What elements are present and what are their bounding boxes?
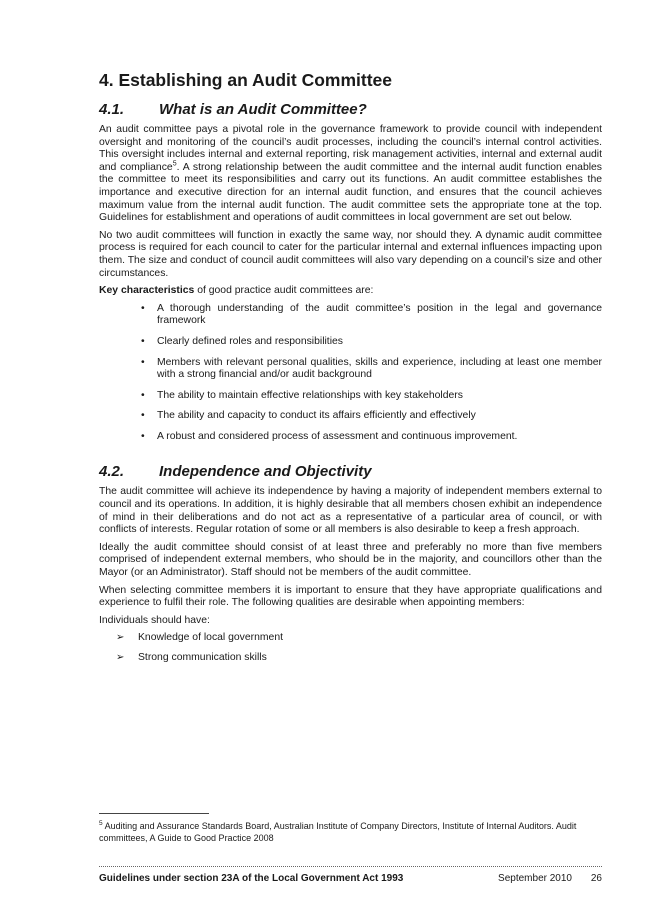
footer-date: September 2010: [498, 873, 572, 884]
footer-title: Guidelines under section 23A of the Local Government Act 1993: [99, 873, 404, 884]
section-4-1-paragraph-1: An audit committee pays a pivotal role in the governance framework to provide council with independent oversight and monitoring of the council’s audit processes, including the council’s internal control activities. This oversight includes internal and external reporting, risk management activities, internal and external audit and compliance$^5$. A strong relationship between the audit committee and the internal audit function enables the committee to meet its responsibilities and carry out its functions. An audit committee establishes the importance and executive direction for an internal audit function, and ensures that the council achieves maximum value from the internal audit function. The audit committee sets the appropriate tone at the top. Guidelines for establishment and operations of audit committees in local government are set out below.: [99, 124, 603, 224]
bullet-marker: •: [141, 389, 145, 401]
page-number: 26: [590, 873, 602, 884]
qualities-list: [99, 632, 602, 664]
footnote: $^5$ Auditing and Assurance Standards Board, Australian Institute of Company Directors, Institute of Internal Auditors. Audit committees, A Guide to Good Practice 2008: [99, 820, 577, 843]
key-characteristics-intro: Key characteristics of good practice audit committees are:: [99, 285, 374, 297]
page-heading: 4. Establishing an Audit Committee: [99, 70, 392, 90]
section-title: What is an Audit Committee?: [159, 101, 367, 118]
section-4-2-paragraph-4: Individuals should have:: [99, 614, 210, 626]
footnote-divider: [99, 813, 209, 814]
bullet-marker: •: [141, 335, 145, 347]
list-item: • Members with relevant personal qualities, skills and experience, including at least one member with a strong financial and/or audit background: [141, 356, 602, 381]
section-4-2-heading: [99, 463, 602, 480]
list-item: • The ability and capacity to conduct its affairs efficiently and effectively: [141, 410, 476, 422]
list-item: • Clearly defined roles and responsibilities: [141, 335, 343, 347]
bullet-marker: •: [141, 410, 145, 422]
footnote-reference[interactable]: 5: [172, 160, 177, 168]
section-4-1-heading: [99, 101, 602, 118]
section-4-2-paragraph-2: Ideally the audit committee should consist of at least three and preferably no more than five members comprised of independent external members, who should be in the majority, and councillors other than the Mayor (or an Administrator). Staff should not be members of the audit committee.: [99, 541, 602, 579]
section-4-2-paragraph-1: The audit committee will achieve its independence by having a majority of independent members external to council and its operations. In addition, it is highly desirable that all members chosen exhibit an independence of mind in their deliberations and do not act as a representative of a particular area of council, or with conflicts of interests. Regular rotation of some or all members is also desirable to keep a fresh approach.: [99, 486, 602, 536]
arrow-marker-icon: ➢: [116, 652, 125, 663]
section-number: 4.2.: [99, 463, 125, 481]
list-item: • A thorough understanding of the audit committee’s position in the legal and governance framework: [141, 302, 602, 327]
section-4-2-paragraph-3: When selecting committee members it is important to ensure that they have appropriate qualifications and experience to fulfil their role. The following qualities are desirable when appointing members:: [99, 584, 602, 609]
bullet-marker: •: [141, 430, 145, 442]
arrow-marker-icon: ➢: [116, 632, 125, 644]
section-4-1-paragraph-2: No two audit committees will function in exactly the same way, nor should they. A dynamic audit committee process is required for each council to cater for the particular internal and external influences impacting upon them. The size and conduct of council audit committees will also vary depending on a council’s size and other circumstances.: [99, 229, 602, 279]
section-number: 4.1.: [99, 101, 125, 118]
page-content: [99, 70, 602, 672]
footnote-number: 5: [99, 820, 103, 827]
section-title: Independence and Objectivity: [159, 463, 372, 481]
page-footer: [99, 873, 602, 884]
key-characteristics-list: [99, 303, 602, 444]
list-item: • The ability to maintain effective relationships with key stakeholders: [141, 389, 463, 401]
bullet-marker: •: [141, 356, 145, 368]
footer-divider: [99, 866, 602, 867]
list-item: ➢ Strong communication skills: [116, 652, 267, 663]
list-item: ➢ Knowledge of local government: [116, 632, 283, 644]
bullet-marker: •: [141, 302, 145, 314]
list-item: • A robust and considered process of assessment and continuous improvement.: [141, 430, 518, 442]
